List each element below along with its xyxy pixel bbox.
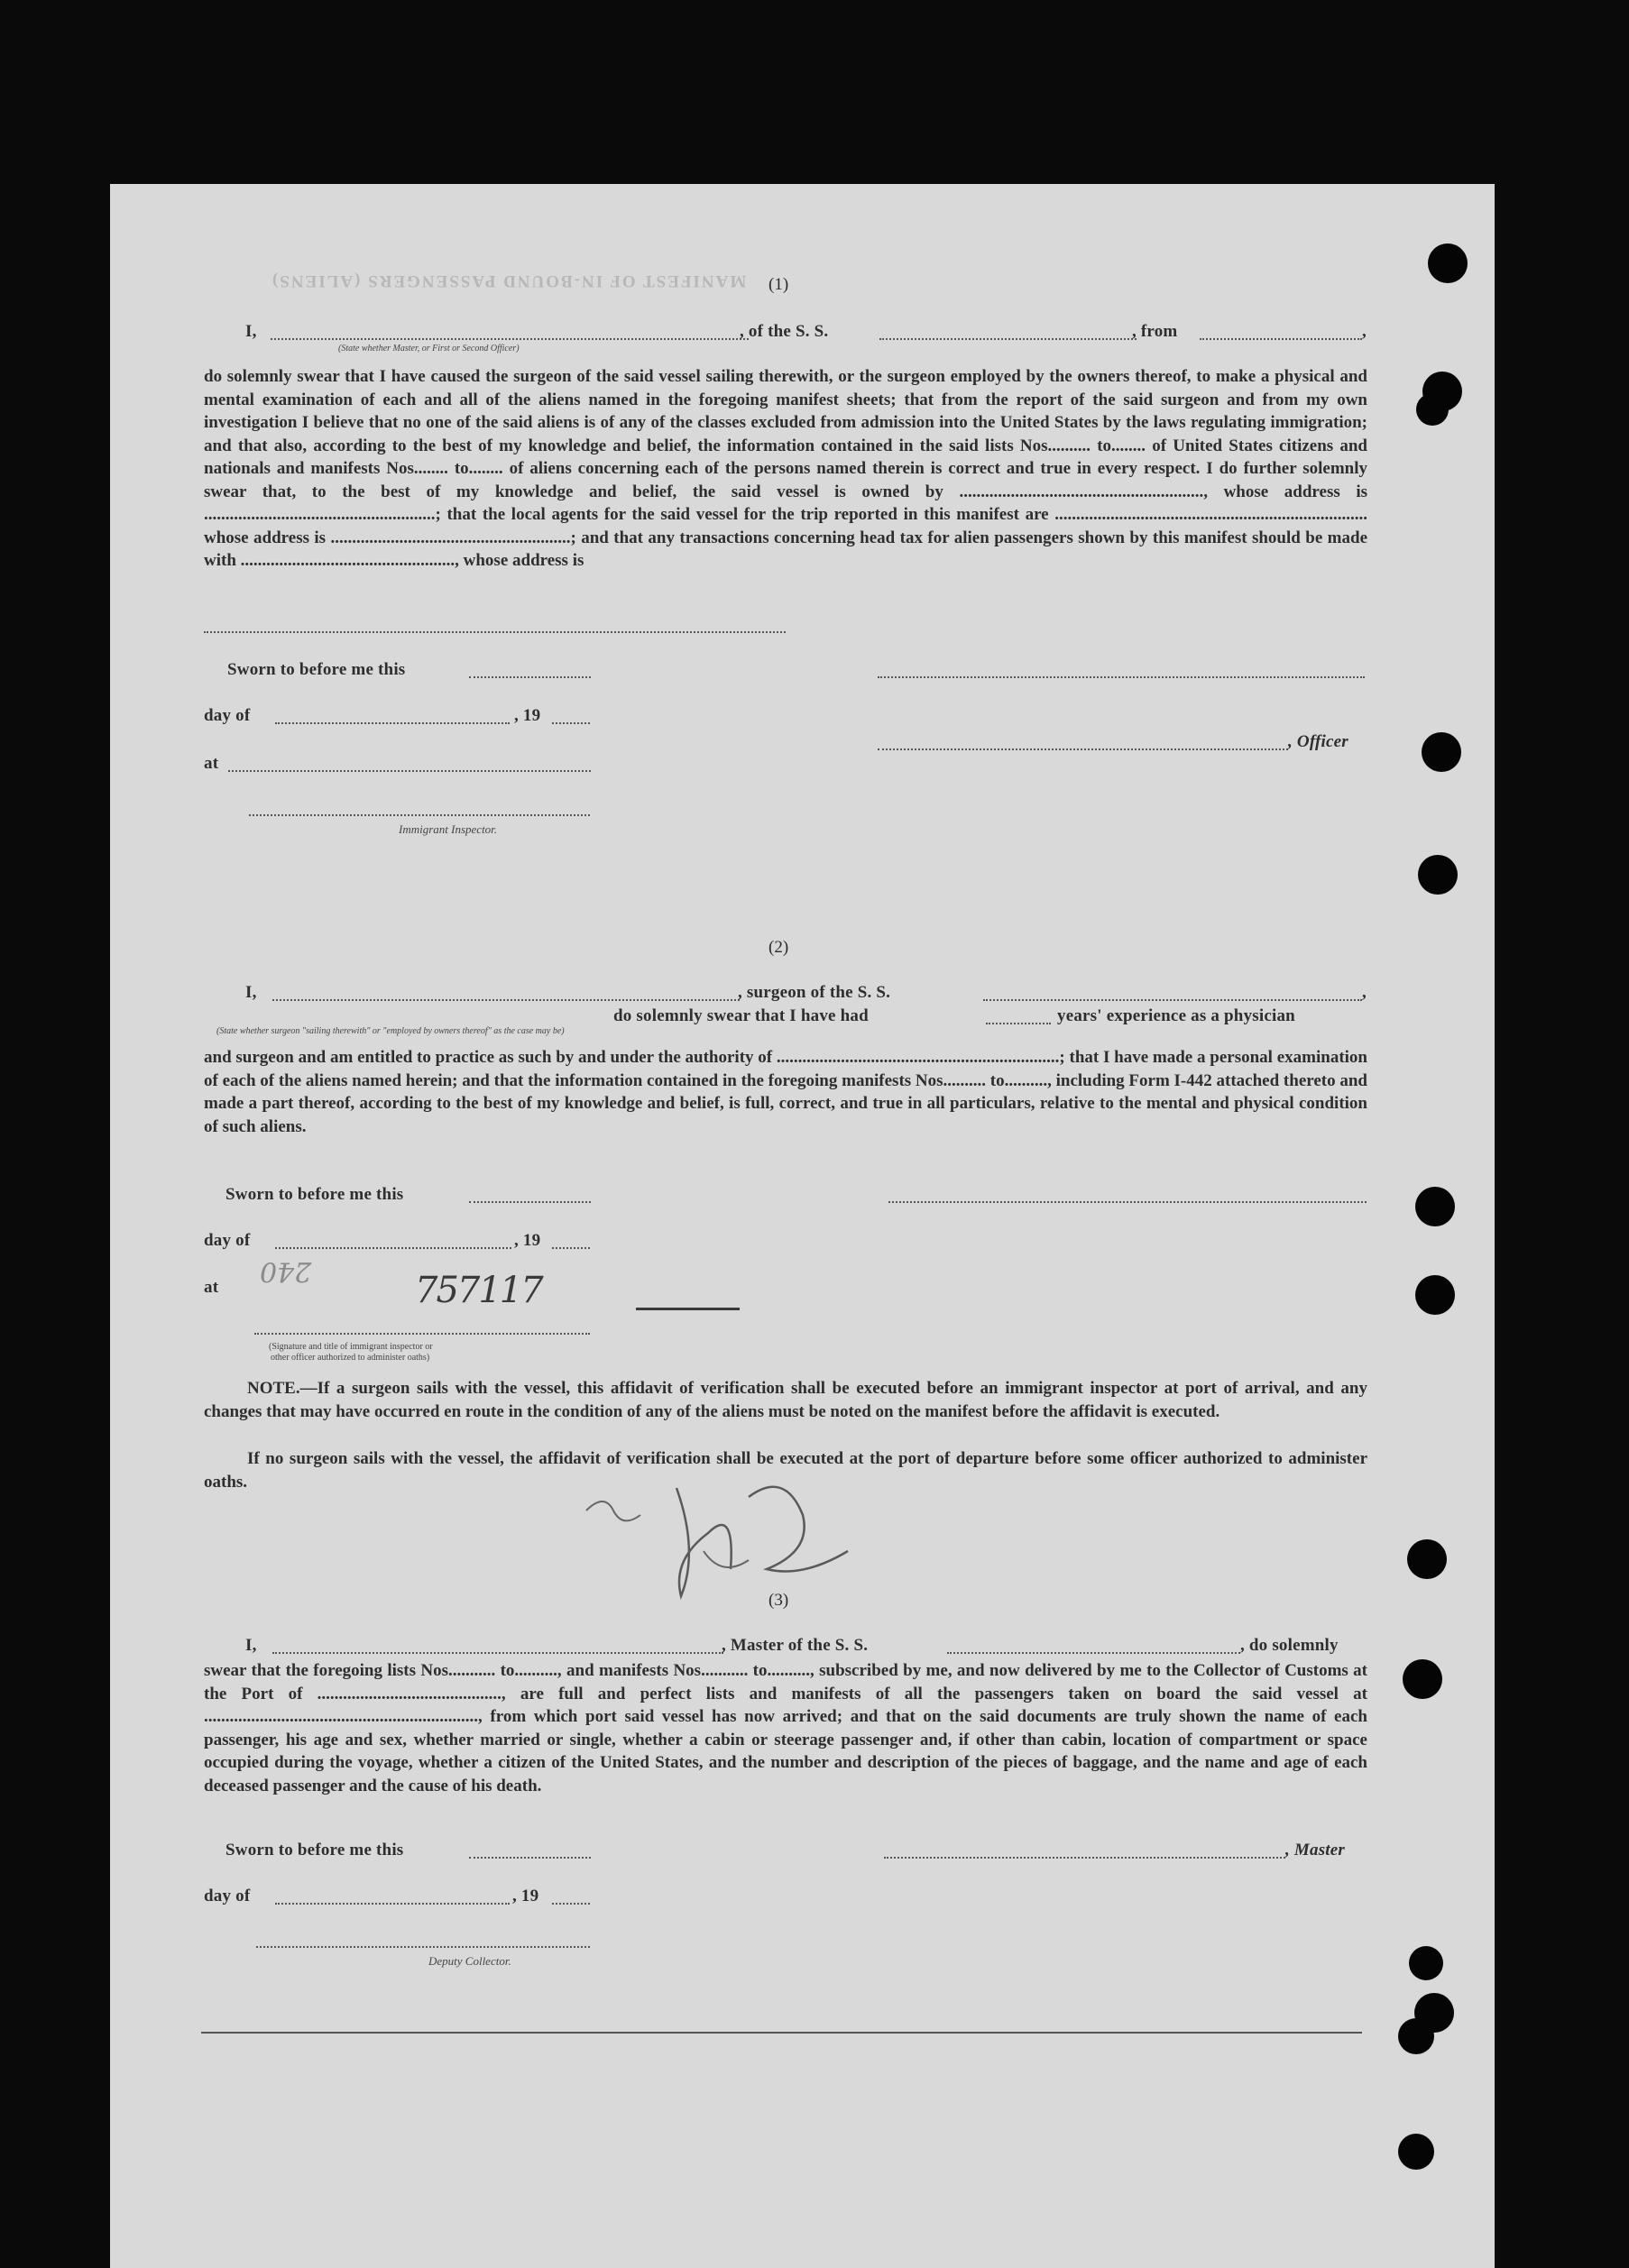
sec2-years-field[interactable] bbox=[986, 1023, 1051, 1024]
sec2-i: I, bbox=[245, 983, 257, 1002]
sec1-at-field[interactable] bbox=[228, 770, 591, 772]
sec2-comma: , bbox=[1362, 983, 1367, 1002]
sec1-vessel-field[interactable] bbox=[879, 338, 1137, 340]
sec1-officer-label: , Officer bbox=[1288, 732, 1348, 751]
sec1-from-label: , from bbox=[1132, 322, 1178, 341]
sec2-sig-note-2: other officer authorized to administer oaths) bbox=[271, 1353, 430, 1363]
signature-dash bbox=[636, 1308, 740, 1310]
punch-hole bbox=[1418, 855, 1458, 895]
sec3-solemnly-label: , do solemnly bbox=[1240, 1636, 1339, 1655]
punch-hole bbox=[1398, 2134, 1434, 2170]
punch-hole bbox=[1407, 1539, 1447, 1579]
sec1-officer-name-field[interactable] bbox=[271, 338, 749, 340]
sec1-i: I, bbox=[245, 322, 257, 341]
sec1-at-label: at bbox=[204, 754, 219, 773]
sec2-day-field[interactable] bbox=[275, 1247, 511, 1249]
sec2-surgeon-name-field[interactable] bbox=[272, 999, 740, 1001]
section-1-number: (1) bbox=[768, 275, 789, 294]
sec3-deputy-line[interactable] bbox=[256, 1946, 590, 1948]
sec2-vessel-field[interactable] bbox=[983, 999, 1362, 1001]
bleed-through-stamp: MANIFEST OF IN-BOUND PASSENGERS (ALIENS) bbox=[271, 271, 747, 290]
sec2-oath-body: and surgeon and am entitled to practice as such by and under the authority of ..................................................................; that I have made a personal examination of each of the aliens named herein; and that the information contained in the foregoing manifests Nos.......... to.........., including Form I-442 attached thereto and made a part thereof, according to the best of my knowledge and belief, is full, correct, and true in all particulars, relative to the mental and physical condition of such aliens. bbox=[204, 1048, 1367, 1136]
punch-hole bbox=[1422, 732, 1461, 772]
bottom-rule bbox=[201, 2032, 1362, 2034]
sec3-year-field[interactable] bbox=[552, 1903, 590, 1905]
sec3-master-signature-label: , Master bbox=[1285, 1841, 1345, 1859]
punch-hole bbox=[1398, 2018, 1434, 2054]
sec3-deputy-label: Deputy Collector. bbox=[428, 1954, 511, 1968]
sec2-sig-note-1: (Signature and title of immigrant inspector or bbox=[269, 1342, 433, 1352]
sec3-vessel-field[interactable] bbox=[947, 1652, 1240, 1654]
handwritten-scribble bbox=[577, 1461, 884, 1623]
sec3-year-label: , 19 bbox=[512, 1887, 539, 1905]
punch-hole bbox=[1415, 1275, 1455, 1315]
sec2-note-1: NOTE.—If a surgeon sails with the vessel, this affidavit of verification shall be executed before an immigrant inspector at port of arrival, and any changes that may have occurred en route in the condition of any of the aliens must be noted on the manifest before the affidavit is executed. bbox=[204, 1379, 1367, 1421]
sec1-day-field[interactable] bbox=[275, 722, 510, 724]
sec1-oath-body: do solemnly swear that I have caused the surgeon of the said vessel sailing therewith, or the surgeon employed by the owners thereof, to make a physical and mental examination of each and all of the aliens named in the foregoing manifest sheets; that from the report of the said surgeon and from my own investigation I believe that no one of the said aliens is of any of the classes excluded from admission into the United States by the laws regulating immigration; and that also, according to the best of my knowledge and belief, the information contained in the said lists Nos.......... to........ of United States citizens and nationals and manifests Nos........ to........ of aliens concerning each of the persons named therein is correct and true in every respect. I do further solemnly swear that, to the best of my knowledge and belief, the said vessel is owned by ........................................................., whose address is ......................................................; that the local agents for the said vessel for the trip reported in this manifest are ......................................................................... whose address is ........................................................; and that any transactions concerning head tax for alien passengers shown by this manifest should be made with .................................................., whose address is bbox=[204, 367, 1367, 570]
sec2-year-field[interactable] bbox=[552, 1247, 590, 1249]
sec1-day-label: day of bbox=[204, 706, 251, 725]
sec2-years-label: years' experience as a physician bbox=[1057, 1006, 1295, 1025]
sec3-i: I, bbox=[245, 1636, 257, 1655]
sec3-master-name-field[interactable] bbox=[272, 1652, 723, 1654]
sec2-sworn-date-field[interactable] bbox=[469, 1201, 591, 1203]
sec1-comma: , bbox=[1362, 322, 1367, 341]
punch-hole bbox=[1409, 1946, 1443, 1980]
sec3-master-label: , Master of the S. S. bbox=[722, 1636, 869, 1655]
sec2-sworn-label: Sworn to before me this bbox=[225, 1185, 404, 1204]
sec2-swear-label: do solemnly swear that I have had bbox=[613, 1006, 869, 1025]
handwritten-stamp-number: 240 bbox=[260, 1255, 312, 1287]
sec1-ss-label: , of the S. S. bbox=[740, 322, 829, 341]
sec1-year-field[interactable] bbox=[552, 722, 590, 724]
sec1-officer-signature-line[interactable] bbox=[878, 676, 1365, 678]
sec2-surgeon-label: , surgeon of the S. S. bbox=[738, 983, 891, 1002]
punch-hole bbox=[1428, 243, 1468, 283]
section-3-number: (3) bbox=[768, 1591, 789, 1610]
handwritten-signature: 757117 bbox=[415, 1270, 542, 1311]
sec2-surgeon-signature-line[interactable] bbox=[888, 1201, 1367, 1203]
sec1-trailing-line bbox=[204, 631, 786, 633]
section-2-number: (2) bbox=[768, 938, 789, 957]
sec3-sworn-date-field[interactable] bbox=[469, 1857, 591, 1859]
punch-hole bbox=[1403, 1659, 1442, 1699]
sec3-oath-body: swear that the foregoing lists Nos........... to.........., and manifests Nos........... to.........., subscribed by me, and now delivered by me to the Collector of Customs at the Port of ..........................................., are full and perfect lists and manifests of all the passengers taken on board the said vessel at ................................................................, from which port said vessel has now arrived; and that on the said documents are truly shown the name of each passenger, his age and sex, whether married or single, whether a cabin or steerage passenger and, if other than cabin, location of compartment or space occupied during the voyage, whether a citizen of the United States, and the number and description of the pieces of baggage, and the name and age of each deceased passenger and the cause of his death. bbox=[204, 1661, 1367, 1795]
sec1-inspector-line[interactable] bbox=[249, 814, 590, 816]
sec2-day-label: day of bbox=[204, 1231, 251, 1250]
sec1-officer-line[interactable] bbox=[878, 748, 1288, 750]
sec2-note-2: If no surgeon sails with the vessel, the affidavit of verification shall be executed at the port of departure before some officer authorized to administer oaths. bbox=[204, 1449, 1367, 1492]
sec3-day-label: day of bbox=[204, 1887, 251, 1905]
sec1-year-label: , 19 bbox=[514, 706, 541, 725]
sec3-day-field[interactable] bbox=[275, 1903, 510, 1905]
sec1-officer-note: (State whether Master, or First or Second Officer) bbox=[338, 344, 520, 354]
sec1-from-field[interactable] bbox=[1200, 338, 1362, 340]
sec3-sworn-label: Sworn to before me this bbox=[225, 1841, 404, 1859]
sec2-year-label: , 19 bbox=[514, 1231, 541, 1250]
sec2-surgeon-note: (State whether surgeon "sailing therewith" or "employed by owners thereof" as the case may be) bbox=[216, 1026, 565, 1036]
sec1-sworn-label: Sworn to before me this bbox=[227, 660, 406, 679]
sec3-master-signature-line[interactable] bbox=[884, 1857, 1285, 1859]
sec2-at-label: at bbox=[204, 1278, 219, 1297]
sec1-sworn-date-field[interactable] bbox=[469, 676, 591, 678]
sec2-inspector-line[interactable] bbox=[254, 1333, 590, 1335]
sec1-inspector-label: Immigrant Inspector. bbox=[399, 822, 498, 836]
punch-hole bbox=[1415, 1187, 1455, 1226]
punch-hole bbox=[1416, 393, 1449, 426]
